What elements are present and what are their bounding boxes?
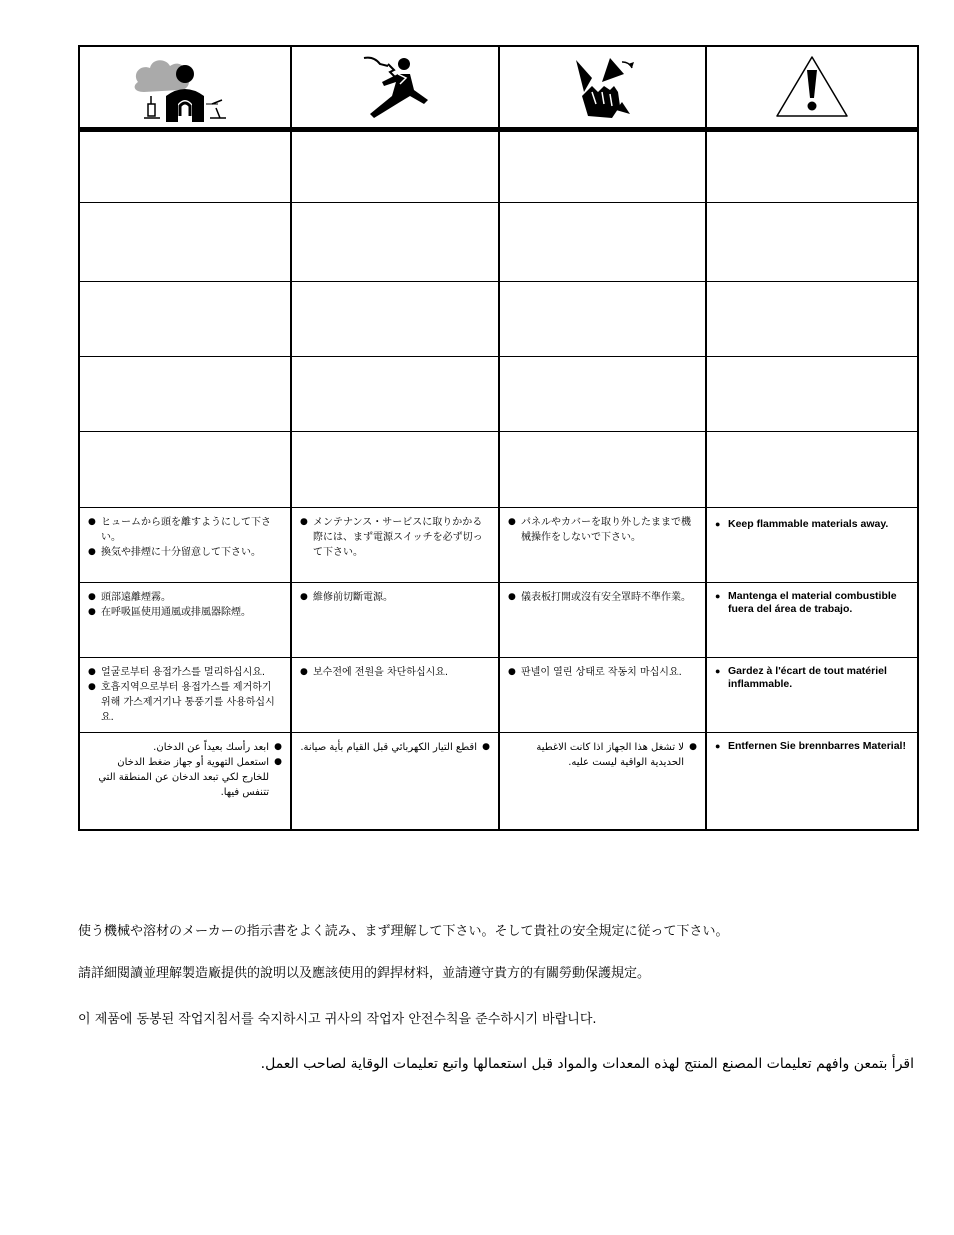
ar-shock-cell [292, 734, 498, 829]
fume-breathing-icon [80, 47, 290, 127]
list-item: ● 호흡지역으로부터 용접가스를 제거하기 위해 가스제거기나 통풍기를 사용하십시요. [88, 680, 282, 725]
ja-fume-cell [80, 509, 290, 582]
list-item: ● Entfernen Sie brennbarres Material! [715, 740, 909, 753]
ko-moving-parts-cell [500, 659, 705, 732]
row-divider [80, 281, 917, 282]
row-divider [80, 582, 917, 583]
ar-moving-parts-cell [500, 734, 705, 829]
row-divider [80, 202, 917, 203]
list-item: ● ヒュームから頭を離すようにして下さい。 [88, 515, 282, 545]
ja-moving-parts-cell [500, 509, 705, 582]
ja-shock-cell [292, 509, 498, 582]
header-divider [80, 127, 917, 132]
list-item: ● Keep flammable materials away. [715, 518, 909, 531]
list-item: ● 維修前切斷電源。 [300, 590, 490, 605]
list-item: ● 판넬이 열린 상태로 작동치 마십시요. [508, 665, 697, 680]
list-item: ● لا تشغل هذا الجهاز اذا كانت الاغطية الحديدية الواقية ليست عليه. [508, 740, 697, 770]
zh-moving-parts-cell [500, 584, 705, 657]
row-divider [80, 732, 917, 733]
warning-table [78, 45, 919, 831]
en-flammable-cell [707, 509, 917, 582]
electric-shock-icon [291, 47, 497, 127]
list-item: ● 頭部遠離煙霧。 [88, 590, 282, 605]
ar-fume-cell [80, 734, 290, 829]
list-item: ● اقطع التيار الكهربائي قبل القيام بأية صيانة. [300, 740, 490, 755]
list-item: ● 儀表板打開或沒有安全罩時不準作業。 [508, 590, 697, 605]
zh-shock-cell [292, 584, 498, 657]
list-item: ● استعمل التهوية أو جهاز ضغط الدخان للخارج لكي تبعد الدخان عن المنطقة التي تتنفس فيها. [88, 755, 282, 800]
es-flammable-cell [707, 584, 917, 657]
list-item: ● 在呼吸區使用通風或排風器除煙。 [88, 605, 282, 620]
list-item: ● ابعد رأسك بعيداً عن الدخان. [88, 740, 282, 755]
list-item: ● Mantenga el material combustible fuera del área de trabajo. [715, 590, 909, 616]
list-item: ● 換気や排煙に十分留意して下さい。 [88, 545, 282, 560]
list-item: ● パネルやカバーを取り外したままで機械操作をしないで下さい。 [508, 515, 697, 545]
footer-instruction-ko: 이 제품에 동봉된 작업지침서를 숙지하시고 귀사의 작업자 안전수칙을 준수하시기 바랍니다. [78, 1012, 597, 1027]
row-divider [80, 507, 917, 508]
de-flammable-cell [707, 734, 917, 829]
ko-shock-cell [292, 659, 498, 732]
row-divider [80, 657, 917, 658]
ko-fume-cell [80, 659, 290, 732]
row-divider [80, 356, 917, 357]
moving-parts-hand-icon [499, 47, 704, 127]
footer-instruction-zh: 請詳細閱讀並理解製造廠提供的說明以及應該使用的銲捍材料，並請遵守貴方的有關勞動保護規定。 [78, 966, 651, 981]
list-item: ● 얼굴로부터 용접가스를 멀리하십시요. [88, 665, 282, 680]
list-item: ● メンテナンス・サービスに取りかかる際には、まず電源スイッチを必ず切って下さい。 [300, 515, 490, 560]
row-divider [80, 431, 917, 432]
zh-fume-cell [80, 584, 290, 657]
footer-instruction-ar: اقرأ بتمعن وافهم تعليمات المصنع المنتج لهذه المعدات والمواد قبل استعمالها واتبع تعليمات الوقاية لصاحب العمل. [260, 1056, 914, 1072]
footer-instruction-ja: 使う機械や溶材のメーカーの指示書をよく読み、まず理解して下さい。そして貴社の安全規定に従って下さい。 [78, 924, 729, 939]
list-item: ● 보수전에 전원을 차단하십시요. [300, 665, 490, 680]
list-item: ● Gardez à l'écart de tout matériel inflammable. [715, 665, 909, 691]
fr-flammable-cell [707, 659, 917, 732]
warning-exclamation-icon [706, 47, 917, 127]
